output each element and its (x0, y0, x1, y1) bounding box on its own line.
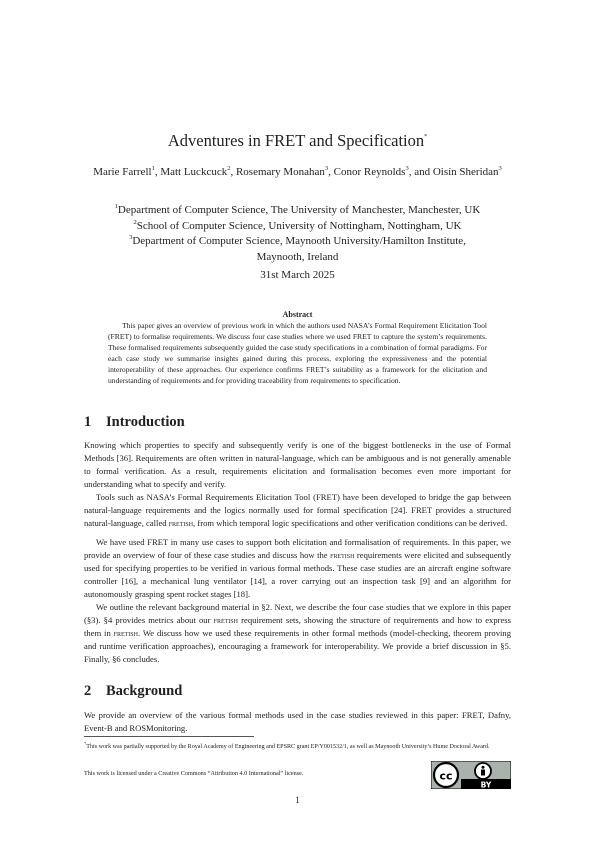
affil-text: Department of Computer Science, Maynooth University/Hamilton Institute, Maynooth, Ireland (132, 235, 466, 263)
page-number: 1 (295, 795, 300, 805)
author-affil-mark: 3 (405, 165, 409, 172)
text-run: , from which temporal logic specifications and other verification conditions can be derived. (193, 517, 508, 528)
text-run: Tools such as NASA’s Formal Requirements Elicitation Tool (FRET) have been developed to bridge the gap between natural-language requirements and the logics normally used for formal specification [24]. FRET provides a structured natural-language, called (84, 492, 511, 528)
section-number: 2 (84, 683, 92, 699)
text-run: We have used FRET in many use cases to support both elicitation and formalisation of requirements. In this paper, we provide an overview of four of these case studies and discuss how the (84, 537, 511, 560)
cc-icon-label: cc (439, 769, 453, 783)
intro-paragraph-3 (84, 536, 511, 601)
footnote-rule (84, 736, 254, 737)
author-separator: , and (408, 166, 433, 178)
affil-text: School of Computer Science, University of Nottingham, Nottingham, UK (136, 220, 462, 232)
author-name: Marie Farrell (93, 166, 152, 178)
background-paragraph-1: We provide an overview of the various formal methods used in the case studies reviewed in this paper: FRET, Dafny, Event-B and ROSMonitoring. (84, 710, 511, 733)
author-affil-mark: 3 (324, 165, 329, 172)
fretish-term: fretish (113, 627, 138, 638)
affil-text: Department of Computer Science, The University of Manchester, Manchester, UK (117, 204, 481, 216)
cc-by-badge[interactable] (431, 761, 511, 793)
paper-date: 31st March 2025 (260, 269, 335, 281)
by-label: BY (480, 780, 492, 789)
cc-by-badge-graphic (431, 761, 511, 789)
abstract-body: This paper gives an overview of previous work in which the authors used NASA’s Formal Requirement Elicitation Tool (FRET) to formalise requirements. We discuss four case studies where we used FRET to capture the system’s requirements. These formalised requirements subsequently guided the case study specifications in a combination of formal paradigms. For each case study we summarise insights gained during this process, exploring the expressiveness and the potential interoperability of these approaches. Our experience confirms FRET’s suitability as a framework for the elicitation and understanding of requirements and for providing traceability from requirements to specification. (108, 321, 487, 385)
author-separator: , (328, 166, 334, 178)
footnote-mark: * (84, 741, 87, 746)
section-number: 1 (84, 414, 92, 430)
author-name: Oisín Sheridan (432, 166, 499, 178)
author-name: Matt Luckcuck (160, 166, 228, 178)
abstract-heading: Abstract (282, 310, 313, 319)
author-separator: , (154, 166, 161, 178)
title-footnote-mark: * (424, 134, 428, 140)
section-heading-background (84, 683, 182, 700)
fretish-term: fretish (168, 517, 194, 528)
author-separator: , (230, 166, 236, 178)
intro-paragraph-4 (84, 601, 511, 666)
author-name: Conor Reynolds (333, 166, 406, 178)
license-notice: This work is licensed under a Creative Commons “Attribution 4.0 International” license. (84, 770, 304, 777)
title-text: Adventures in FRET and Specification (167, 131, 425, 150)
section-heading-introduction (84, 414, 185, 431)
section-title: Background (106, 683, 183, 699)
author-name: Rosemary Monahan (235, 166, 325, 178)
author-affil-mark: 3 (498, 165, 502, 172)
intro-paragraph-1: Knowing which properties to specify and subsequently verify is one of the biggest bottlenecks in the use of Formal Methods [36]. Requirements are often written in natural-language, which can be ambiguous and is not generally amenable to formal verification. As a result, requirements elicitation and formalisation becomes even more important for understanding what to specify and verify. (84, 440, 511, 489)
affil-mark: 1 (114, 203, 118, 210)
affil-mark: 3 (129, 234, 133, 241)
footnote-text: This work was partially supported by the Royal Academy of Engineering and EPSRC grant EP/Y001532/1, as well as Maynooth University’s Hume Doctoral Award. (86, 744, 490, 750)
fretish-term: fretish (330, 549, 355, 560)
text-run: requirements were elicited and subsequently used for specifying properties to be verified in various formal methods. These case studies are an aircraft engine software controller [16], a mechanical lung ventilator [14], a rover carrying out an inspection task [9] and an algorithm for autonomously grasping spent rocket stages [18]. (84, 549, 511, 599)
affil-mark: 2 (133, 219, 137, 226)
affiliation-3 (120, 230, 475, 265)
author-affil-mark: 2 (227, 165, 231, 172)
author-affil-mark: 1 (151, 165, 155, 172)
section-title: Introduction (106, 414, 185, 430)
author-list (90, 161, 505, 180)
paper-title (0, 131, 595, 151)
text-run: We outline the relevant background material in §2. Next, we describe the four case studies that we explore in this paper (§3). §4 provides metrics about our (84, 602, 511, 625)
text-run: . We discuss how we used these requirements in other formal methods (model-checking, theorem proving and runtime verification approaches), encouraging a framework for interoperability. We provide a brief discussion in §5. Finally, §6 concludes. (84, 627, 511, 664)
intro-paragraph-2 (84, 491, 511, 530)
footnote (84, 740, 511, 752)
fretish-term: fretish (213, 614, 238, 625)
text-run: requirement sets, showing the structure of requirements and how to express them in (84, 614, 511, 638)
